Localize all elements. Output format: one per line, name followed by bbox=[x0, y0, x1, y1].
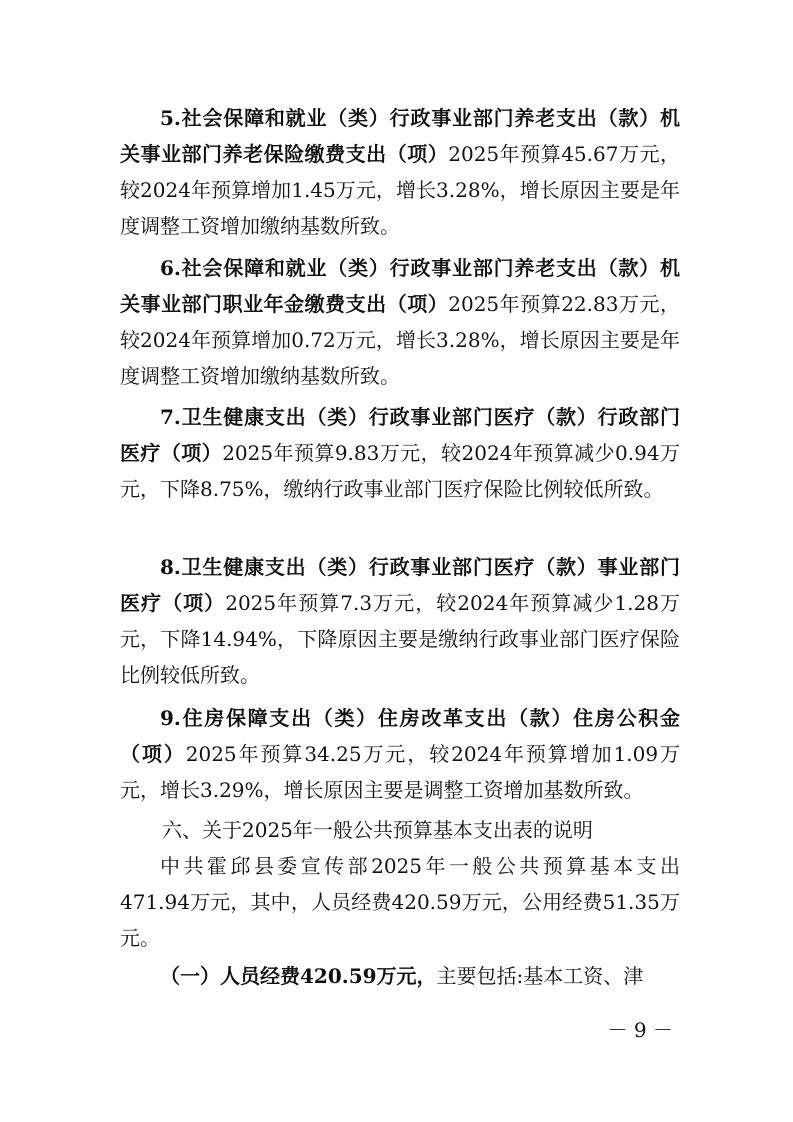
paragraph-item-5-body: 2025年预算45.67万元，较2024年预算增加1.45万元，增长3.28%，增长原因主要是年度调整工资增加缴纳基数所致。 bbox=[120, 142, 681, 238]
paragraph-item-5 bbox=[120, 100, 680, 244]
paragraph-item-8 bbox=[120, 549, 680, 693]
paragraph-item-9-heading: 9.住房保障支出（类）住房改革支出（款）住房公积金（项） bbox=[120, 706, 680, 766]
paragraph-item-5-heading: 5.社会保障和就业（类）行政事业部门养老支出（款）机关事业部门养老保险缴费支出（项） bbox=[120, 106, 680, 166]
section-heading: 六、关于2025年一般公共预算基本支出表的说明 bbox=[162, 818, 593, 842]
paragraph-item-7 bbox=[120, 399, 680, 507]
personnel-expense-paragraph bbox=[120, 958, 680, 994]
paragraph-item-6-heading: 6.社会保障和就业（类）行政事业部门养老支出（款）机关事业部门职业年金缴费支出（项） bbox=[120, 256, 680, 316]
personnel-expense-body: 主要包括:基本工资、津 bbox=[436, 964, 644, 988]
page-number: － 9 － bbox=[607, 1018, 673, 1042]
personnel-expense-heading: （一）人员经费420.59万元， bbox=[160, 964, 437, 988]
paragraph-item-9 bbox=[120, 700, 680, 808]
paragraph-item-6 bbox=[120, 250, 680, 394]
paragraph-item-7-heading: 7.卫生健康支出（类）行政事业部门医疗（款）行政部门医疗（项） bbox=[120, 405, 680, 465]
paragraph-item-9-body: 2025年预算34.25万元，较2024年预算增加1.09万元，增长3.29%，增长原因主要是调整工资增加基数所致。 bbox=[120, 742, 680, 802]
paragraph-item-8-body: 2025年预算7.3万元，较2024年预算减少1.28万元，下降14.94%，下降原因主要是缴纳行政事业部门医疗保险比例较低所致。 bbox=[120, 591, 681, 687]
section-paragraph: 中共霍邱县委宣传部2025年一般公共预算基本支出471.94万元，其中，人员经费420.59万元，公用经费51.35万元。 bbox=[120, 854, 680, 950]
paragraph-item-6-body: 2025年预算22.83万元，较2024年预算增加0.72万元，增长3.28%，增长原因主要是年度调整工资增加缴纳基数所致。 bbox=[120, 292, 681, 388]
paragraph-item-8-heading: 8.卫生健康支出（类）行政事业部门医疗（款）事业部门医疗（项） bbox=[120, 555, 680, 615]
paragraph-item-7-body: 2025年预算9.83万元，较2024年预算减少0.94万元，下降8.75%，缴纳行政事业部门医疗保险比例较低所致。 bbox=[120, 441, 681, 501]
